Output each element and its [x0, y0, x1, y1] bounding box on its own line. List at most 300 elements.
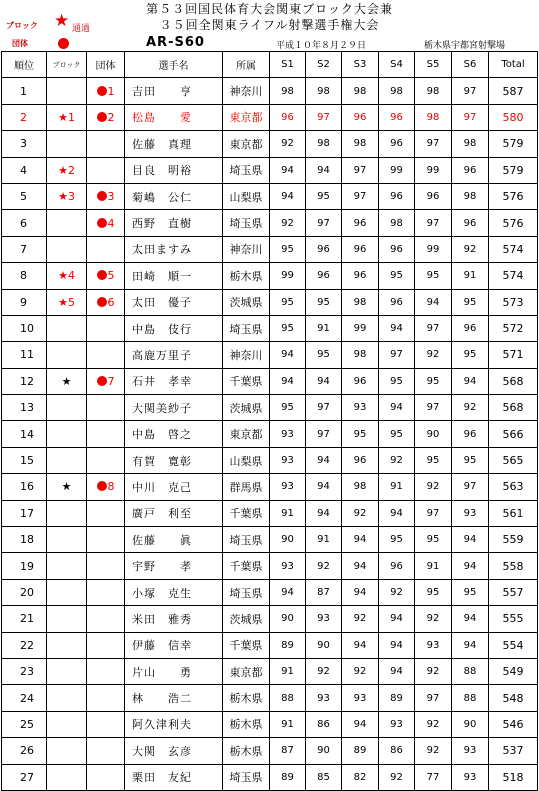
series-score: 94 — [452, 368, 489, 394]
circle-icon — [97, 112, 107, 122]
athlete-name: 伊藤 信幸 — [125, 632, 223, 658]
total-score: 571 — [489, 342, 538, 368]
total-score: 546 — [489, 711, 538, 737]
block-number: 5 — [67, 295, 75, 309]
legend-block-text: 通過 — [72, 24, 91, 34]
total-score: 579 — [489, 157, 538, 183]
series-score: 91 — [415, 553, 452, 579]
table-row — [2, 632, 538, 658]
athlete-name: 目良 明裕 — [125, 157, 223, 183]
series-score: 97 — [306, 104, 342, 130]
total-score: 574 — [489, 263, 538, 289]
rank-cell: 15 — [2, 447, 47, 473]
series-score: 95 — [415, 579, 452, 605]
star-icon: ★ — [54, 11, 70, 31]
series-score: 98 — [379, 78, 415, 104]
team-cell — [87, 210, 125, 236]
team-cell — [87, 474, 125, 500]
athlete-name: 田崎 順一 — [125, 263, 223, 289]
series-score: 98 — [415, 104, 452, 130]
series-score: 92 — [270, 131, 306, 157]
series-score: 95 — [379, 527, 415, 553]
athlete-name: 林 浩二 — [125, 685, 223, 711]
series-score: 98 — [342, 289, 379, 315]
team-cell — [87, 527, 125, 553]
athlete-name: 阿久津利夫 — [125, 711, 223, 737]
team-cell — [87, 157, 125, 183]
legend-block-label: ブロック — [6, 21, 38, 30]
team-number: 4 — [107, 216, 115, 230]
athlete-name: 松島 愛 — [125, 104, 223, 130]
results-table — [1, 51, 538, 791]
series-score: 95 — [379, 421, 415, 447]
series-score: 86 — [379, 738, 415, 764]
team-number: 7 — [107, 374, 115, 388]
series-score: 98 — [379, 210, 415, 236]
series-score: 97 — [415, 500, 452, 526]
table-row — [2, 500, 538, 526]
series-score: 96 — [342, 447, 379, 473]
prefecture: 埼玉県 — [223, 210, 270, 236]
series-score: 94 — [270, 368, 306, 394]
team-cell — [87, 606, 125, 632]
team-cell — [87, 553, 125, 579]
series-score: 94 — [379, 395, 415, 421]
athlete-name: 宇野 孝 — [125, 553, 223, 579]
series-score: 91 — [270, 658, 306, 684]
series-score: 92 — [306, 658, 342, 684]
series-score: 94 — [270, 342, 306, 368]
series-score: 98 — [342, 78, 379, 104]
athlete-name: 米田 雅秀 — [125, 606, 223, 632]
col-s5-header: S5 — [415, 52, 452, 78]
block-cell — [47, 764, 87, 790]
total-score: 555 — [489, 606, 538, 632]
series-score: 98 — [452, 183, 489, 209]
athlete-name: 栗田 友紀 — [125, 764, 223, 790]
rank-cell: 6 — [2, 210, 47, 236]
series-score: 94 — [306, 500, 342, 526]
prefecture: 栃木県 — [223, 738, 270, 764]
block-cell — [47, 131, 87, 157]
block-cell — [47, 157, 87, 183]
block-cell — [47, 711, 87, 737]
table-row — [2, 658, 538, 684]
series-score: 94 — [379, 658, 415, 684]
athlete-name: 太田ますみ — [125, 236, 223, 262]
athlete-name: 片山 勇 — [125, 658, 223, 684]
series-score: 95 — [452, 342, 489, 368]
prefecture: 栃木県 — [223, 263, 270, 289]
team-cell — [87, 315, 125, 341]
page-subtitle: ３５回全関東ライフル射撃選手権大会 — [159, 18, 380, 32]
rank-cell: 24 — [2, 685, 47, 711]
star-icon: ★ — [58, 163, 68, 177]
series-score: 95 — [415, 447, 452, 473]
block-cell — [47, 315, 87, 341]
block-cell — [47, 368, 87, 394]
series-score: 94 — [306, 474, 342, 500]
col-block-header: ブロック — [47, 52, 87, 78]
series-score: 95 — [270, 236, 306, 262]
prefecture: 茨城県 — [223, 289, 270, 315]
results-header — [0, 0, 539, 52]
total-score: 574 — [489, 236, 538, 262]
table-row — [2, 342, 538, 368]
series-score: 94 — [379, 606, 415, 632]
series-score: 92 — [342, 658, 379, 684]
prefecture: 東京都 — [223, 131, 270, 157]
series-score: 98 — [415, 78, 452, 104]
star-icon: ★ — [58, 295, 68, 309]
block-cell — [47, 474, 87, 500]
series-score: 92 — [415, 474, 452, 500]
block-number: 3 — [67, 190, 75, 204]
series-score: 93 — [306, 606, 342, 632]
circle-icon — [97, 297, 107, 307]
series-score: 94 — [452, 553, 489, 579]
series-score: 92 — [379, 764, 415, 790]
series-score: 94 — [415, 289, 452, 315]
team-number: 2 — [107, 110, 115, 124]
table-row — [2, 315, 538, 341]
prefecture: 埼玉県 — [223, 764, 270, 790]
series-score: 95 — [270, 395, 306, 421]
col-s6-header: S6 — [452, 52, 489, 78]
series-score: 96 — [379, 553, 415, 579]
team-cell — [87, 104, 125, 130]
series-score: 97 — [415, 210, 452, 236]
athlete-name: 中島 伎行 — [125, 315, 223, 341]
table-row — [2, 395, 538, 421]
series-score: 94 — [452, 632, 489, 658]
series-score: 97 — [379, 342, 415, 368]
block-cell — [47, 210, 87, 236]
team-cell — [87, 236, 125, 262]
table-row — [2, 527, 538, 553]
rank-cell: 14 — [2, 421, 47, 447]
table-row — [2, 368, 538, 394]
col-s3-header: S3 — [342, 52, 379, 78]
rank-cell: 3 — [2, 131, 47, 157]
total-score: 565 — [489, 447, 538, 473]
prefecture: 千葉県 — [223, 500, 270, 526]
athlete-name: 大関美紗子 — [125, 395, 223, 421]
series-score: 96 — [342, 236, 379, 262]
series-score: 99 — [379, 157, 415, 183]
series-score: 95 — [379, 368, 415, 394]
prefecture: 東京都 — [223, 421, 270, 447]
series-score: 96 — [452, 421, 489, 447]
series-score: 97 — [452, 474, 489, 500]
athlete-name: 菊嶋 公仁 — [125, 183, 223, 209]
table-row — [2, 711, 538, 737]
page-title: 第５３回国民体育大会関東ブロック大会兼 — [146, 2, 393, 16]
prefecture: 東京都 — [223, 104, 270, 130]
table-row — [2, 447, 538, 473]
block-cell — [47, 527, 87, 553]
series-score: 95 — [452, 447, 489, 473]
team-cell — [87, 78, 125, 104]
prefecture: 東京都 — [223, 658, 270, 684]
rank-cell: 10 — [2, 315, 47, 341]
series-score: 95 — [270, 315, 306, 341]
series-score: 94 — [379, 315, 415, 341]
rank-cell: 12 — [2, 368, 47, 394]
series-score: 94 — [306, 157, 342, 183]
col-team-header: 団体 — [87, 52, 125, 78]
series-score: 97 — [342, 183, 379, 209]
series-score: 96 — [415, 183, 452, 209]
table-row — [2, 104, 538, 130]
rank-cell: 5 — [2, 183, 47, 209]
block-number: 4 — [67, 269, 75, 283]
series-score: 93 — [452, 764, 489, 790]
rank-cell: 23 — [2, 658, 47, 684]
series-score: 85 — [306, 764, 342, 790]
series-score: 98 — [306, 78, 342, 104]
series-score: 97 — [415, 131, 452, 157]
block-cell — [47, 447, 87, 473]
block-cell — [47, 78, 87, 104]
team-cell — [87, 500, 125, 526]
col-name-header: 選手名 — [125, 52, 223, 78]
series-score: 96 — [379, 183, 415, 209]
circle-icon — [97, 270, 107, 280]
series-score: 90 — [270, 527, 306, 553]
block-cell — [47, 183, 87, 209]
table-row — [2, 289, 538, 315]
prefecture: 埼玉県 — [223, 579, 270, 605]
series-score: 90 — [415, 421, 452, 447]
series-score: 97 — [415, 395, 452, 421]
rank-cell: 26 — [2, 738, 47, 764]
table-row — [2, 738, 538, 764]
athlete-name: 廣戸 利至 — [125, 500, 223, 526]
star-icon: ★ — [61, 480, 72, 494]
star-icon: ★ — [58, 110, 68, 124]
series-score: 94 — [342, 579, 379, 605]
series-score: 91 — [270, 711, 306, 737]
athlete-name: 中島 啓之 — [125, 421, 223, 447]
circle-icon — [97, 191, 107, 201]
prefecture: 栃木県 — [223, 685, 270, 711]
series-score: 94 — [342, 553, 379, 579]
series-score: 91 — [270, 500, 306, 526]
rank-cell: 11 — [2, 342, 47, 368]
team-cell — [87, 738, 125, 764]
rank-cell: 25 — [2, 711, 47, 737]
block-cell — [47, 342, 87, 368]
series-score: 95 — [415, 263, 452, 289]
rank-cell: 17 — [2, 500, 47, 526]
prefecture: 茨城県 — [223, 395, 270, 421]
series-score: 90 — [270, 606, 306, 632]
series-score: 92 — [415, 606, 452, 632]
series-score: 93 — [270, 474, 306, 500]
col-pref-header: 所属 — [223, 52, 270, 78]
series-score: 95 — [270, 289, 306, 315]
series-score: 88 — [452, 658, 489, 684]
series-score: 97 — [415, 685, 452, 711]
prefecture: 栃木県 — [223, 711, 270, 737]
col-rank-header: 順位 — [2, 52, 47, 78]
series-score: 92 — [342, 500, 379, 526]
series-score: 93 — [342, 395, 379, 421]
series-score: 89 — [379, 685, 415, 711]
team-number: 3 — [107, 190, 115, 204]
team-cell — [87, 289, 125, 315]
prefecture: 千葉県 — [223, 553, 270, 579]
total-score: 558 — [489, 553, 538, 579]
block-number: 1 — [67, 110, 75, 124]
rank-cell: 20 — [2, 579, 47, 605]
series-score: 97 — [452, 78, 489, 104]
total-score: 566 — [489, 421, 538, 447]
series-score: 94 — [270, 183, 306, 209]
total-score: 580 — [489, 104, 538, 130]
circle-icon — [97, 218, 107, 228]
athlete-name: 小塚 克生 — [125, 579, 223, 605]
total-score: 548 — [489, 685, 538, 711]
series-score: 93 — [452, 500, 489, 526]
series-score: 95 — [452, 289, 489, 315]
series-score: 94 — [342, 632, 379, 658]
rank-cell: 16 — [2, 474, 47, 500]
series-score: 94 — [452, 606, 489, 632]
series-score: 96 — [342, 368, 379, 394]
series-score: 98 — [342, 474, 379, 500]
block-cell — [47, 263, 87, 289]
table-row — [2, 579, 538, 605]
series-score: 98 — [270, 78, 306, 104]
prefecture: 神奈川 — [223, 236, 270, 262]
series-score: 96 — [342, 210, 379, 236]
series-score: 94 — [306, 447, 342, 473]
series-score: 97 — [452, 104, 489, 130]
series-score: 89 — [342, 738, 379, 764]
series-score: 92 — [415, 342, 452, 368]
block-cell — [47, 500, 87, 526]
total-score: 587 — [489, 78, 538, 104]
series-score: 98 — [342, 342, 379, 368]
series-score: 87 — [306, 579, 342, 605]
athlete-name: 西野 直樹 — [125, 210, 223, 236]
series-score: 96 — [270, 104, 306, 130]
series-score: 96 — [379, 289, 415, 315]
series-score: 92 — [306, 553, 342, 579]
team-cell — [87, 131, 125, 157]
series-score: 97 — [306, 210, 342, 236]
star-icon: ★ — [61, 374, 72, 388]
series-score: 97 — [306, 395, 342, 421]
team-cell — [87, 632, 125, 658]
series-score: 96 — [379, 131, 415, 157]
series-score: 96 — [306, 236, 342, 262]
block-cell — [47, 289, 87, 315]
series-score: 96 — [379, 104, 415, 130]
block-cell — [47, 553, 87, 579]
prefecture: 千葉県 — [223, 632, 270, 658]
series-score: 98 — [342, 131, 379, 157]
series-score: 90 — [452, 711, 489, 737]
total-score: 537 — [489, 738, 538, 764]
total-score: 573 — [489, 289, 538, 315]
table-row — [2, 157, 538, 183]
series-score: 99 — [415, 236, 452, 262]
prefecture: 山梨県 — [223, 183, 270, 209]
total-score: 559 — [489, 527, 538, 553]
event-date: 平成１０年８月２９日 — [276, 41, 367, 51]
block-number: 2 — [67, 163, 75, 177]
series-score: 93 — [270, 421, 306, 447]
series-score: 82 — [342, 764, 379, 790]
table-row — [2, 263, 538, 289]
prefecture: 千葉県 — [223, 368, 270, 394]
event-venue: 栃木県宇都宮射撃場 — [424, 41, 506, 51]
team-cell — [87, 685, 125, 711]
rank-cell: 19 — [2, 553, 47, 579]
team-cell — [87, 263, 125, 289]
circle-icon — [97, 481, 107, 491]
rank-cell: 1 — [2, 78, 47, 104]
series-score: 96 — [452, 315, 489, 341]
team-number: 8 — [107, 480, 115, 494]
block-cell — [47, 738, 87, 764]
series-score: 91 — [379, 474, 415, 500]
series-score: 92 — [415, 738, 452, 764]
athlete-name: 佐藤 眞 — [125, 527, 223, 553]
series-score: 95 — [306, 289, 342, 315]
series-score: 93 — [379, 711, 415, 737]
prefecture: 山梨県 — [223, 447, 270, 473]
series-score: 89 — [270, 632, 306, 658]
series-score: 92 — [270, 210, 306, 236]
series-score: 96 — [379, 236, 415, 262]
series-score: 95 — [452, 579, 489, 605]
event-code: AR-S60 — [146, 35, 205, 50]
series-score: 94 — [452, 527, 489, 553]
col-s4-header: S4 — [379, 52, 415, 78]
series-score: 98 — [306, 131, 342, 157]
col-s1-header: S1 — [270, 52, 306, 78]
table-row — [2, 474, 538, 500]
rank-cell: 22 — [2, 632, 47, 658]
series-score: 86 — [306, 711, 342, 737]
series-score: 88 — [452, 685, 489, 711]
series-score: 90 — [306, 632, 342, 658]
total-score: 549 — [489, 658, 538, 684]
block-cell — [47, 421, 87, 447]
series-score: 95 — [379, 263, 415, 289]
series-score: 96 — [452, 157, 489, 183]
table-row — [2, 236, 538, 262]
series-score: 99 — [342, 315, 379, 341]
rank-cell: 21 — [2, 606, 47, 632]
athlete-name: 高鹿万里子 — [125, 342, 223, 368]
series-score: 90 — [306, 738, 342, 764]
prefecture: 埼玉県 — [223, 157, 270, 183]
table-row — [2, 131, 538, 157]
block-cell — [47, 236, 87, 262]
series-score: 92 — [342, 606, 379, 632]
series-score: 93 — [270, 553, 306, 579]
rank-cell: 13 — [2, 395, 47, 421]
series-score: 95 — [342, 421, 379, 447]
series-score: 88 — [270, 685, 306, 711]
rank-cell: 27 — [2, 764, 47, 790]
circle-icon — [58, 38, 69, 49]
